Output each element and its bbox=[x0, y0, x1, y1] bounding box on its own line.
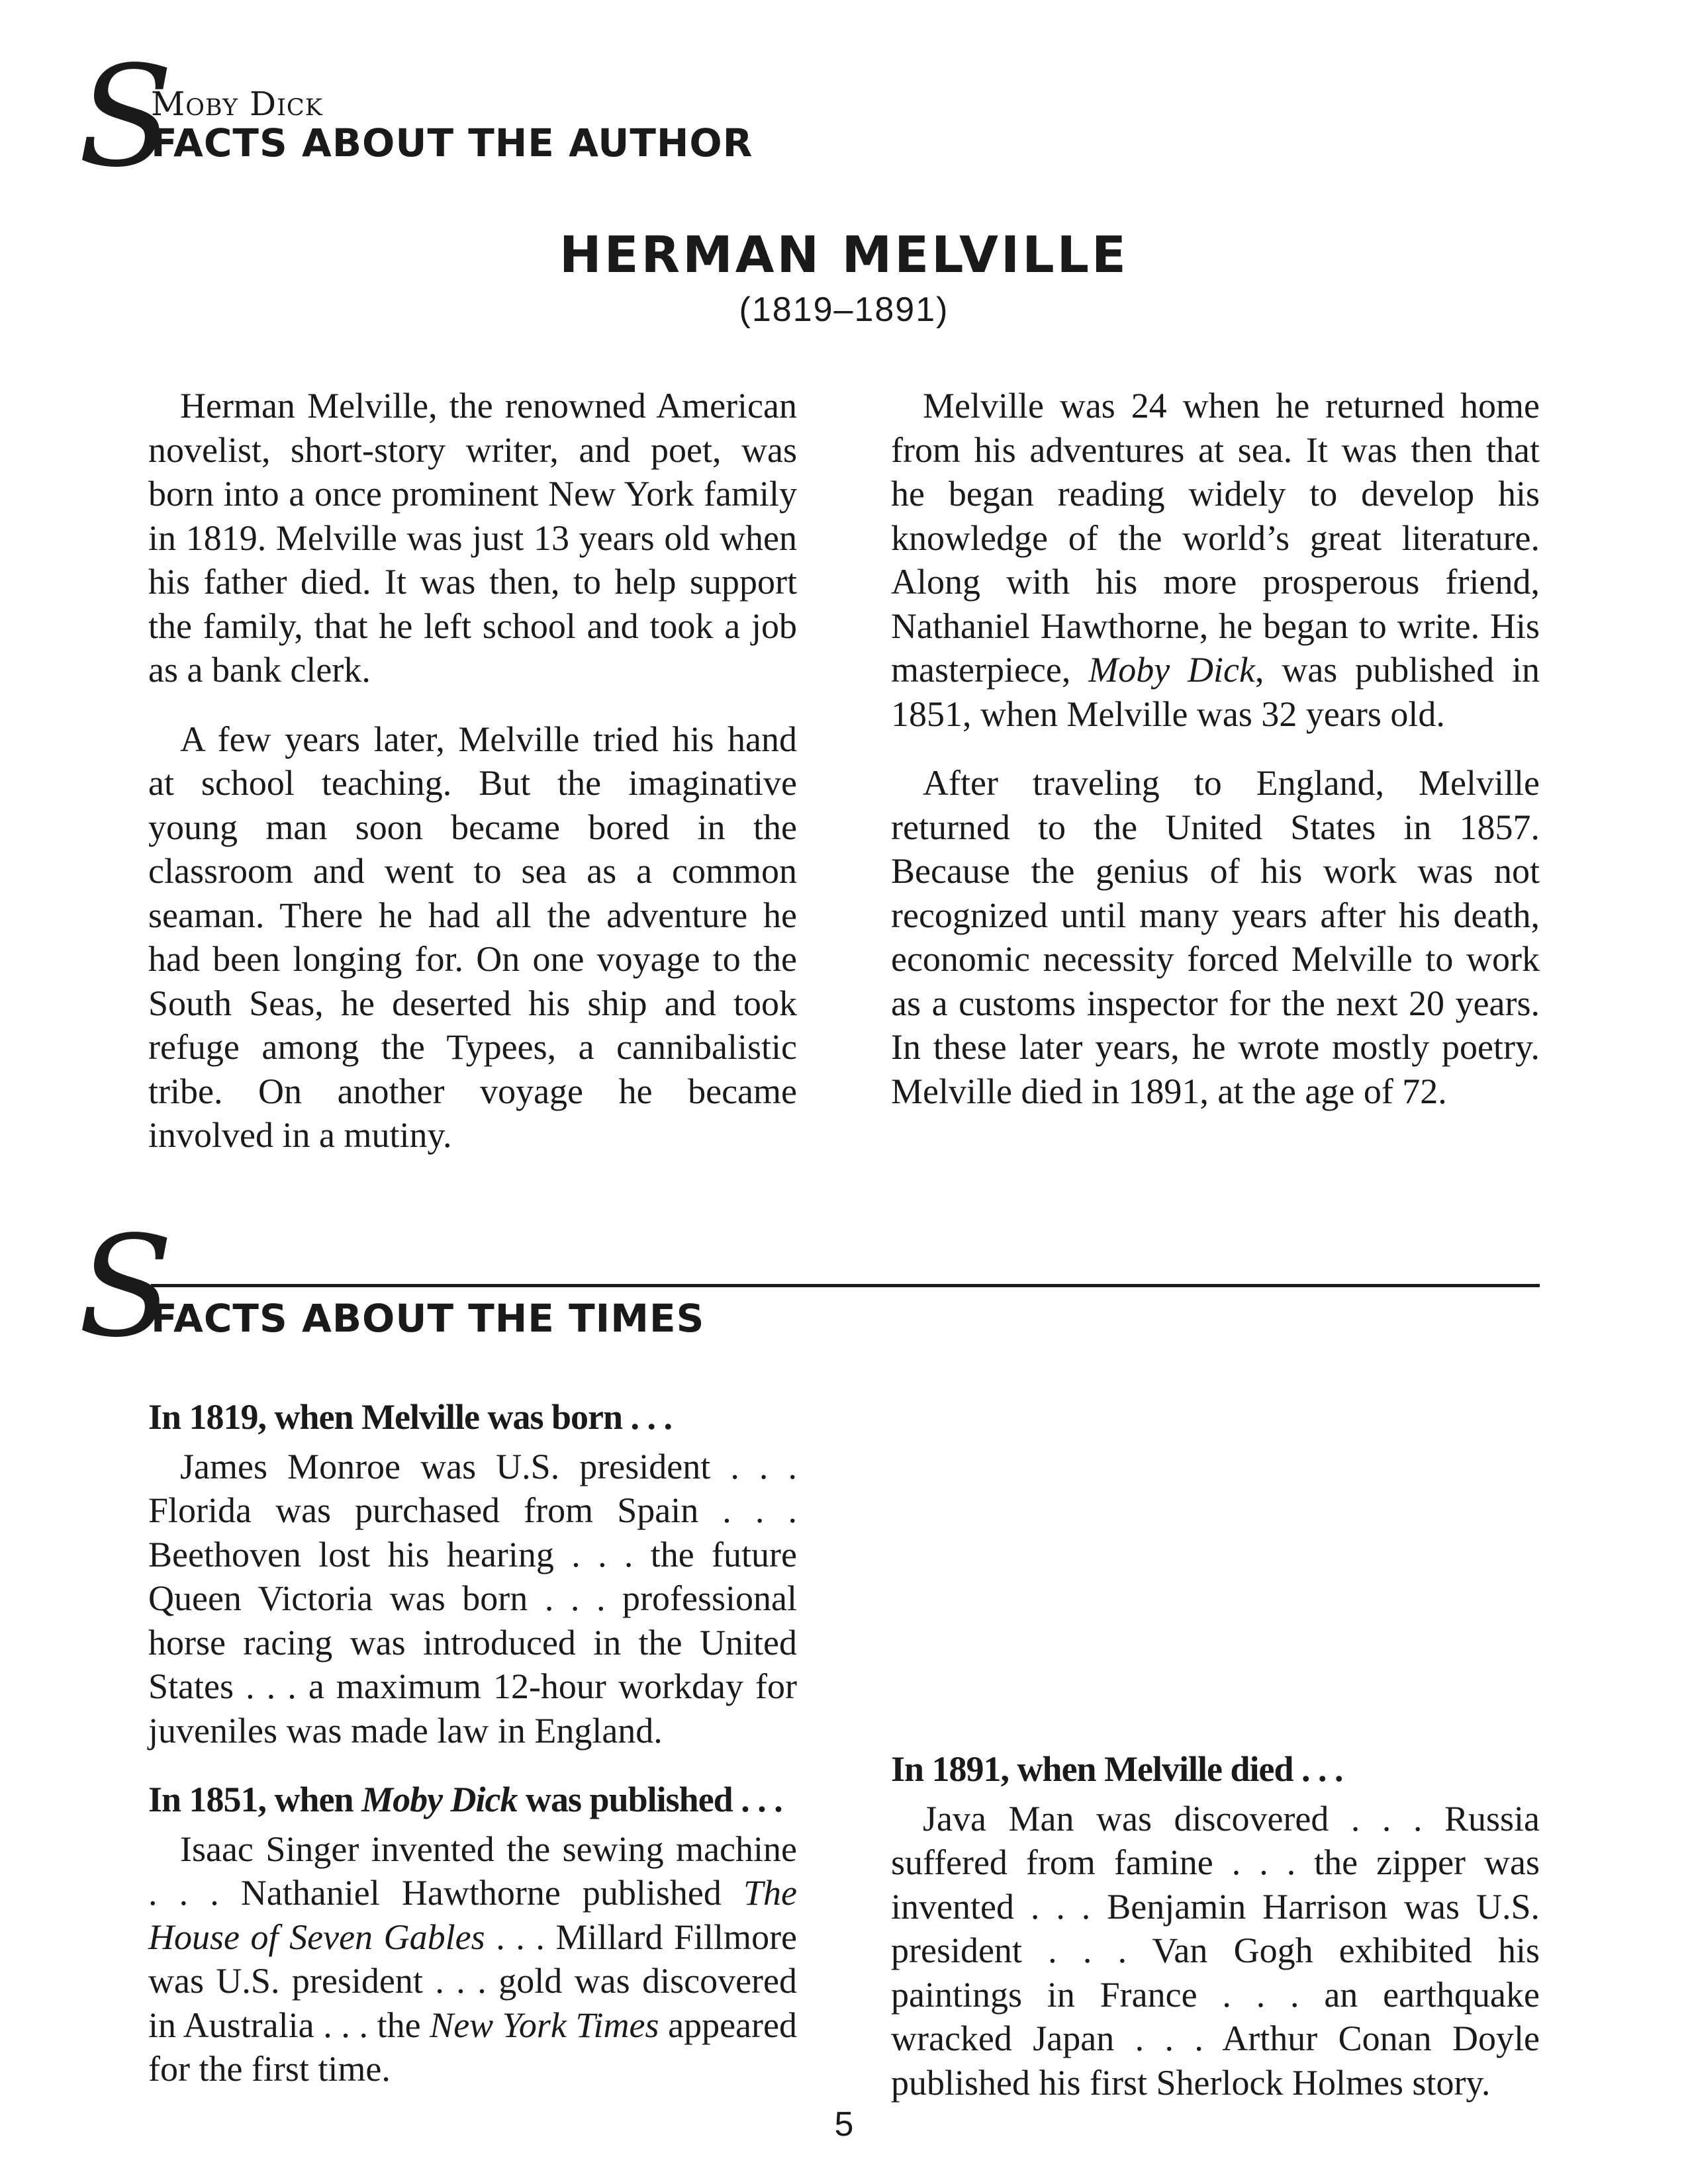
author-name: HERMAN MELVILLE bbox=[559, 225, 1129, 284]
times-column-left bbox=[148, 1395, 797, 2116]
logo-emblem-times: S bbox=[78, 1206, 173, 1368]
author-paragraph-text: was published in 1851, when Melville was 32 years old. bbox=[891, 650, 1540, 734]
died-heading: In 1891, when Melville died . . . bbox=[891, 1749, 1343, 1789]
author-paragraph: Herman Melville, the renowned American novelist, short-story writer, and poet, was born into a once prominent New York family in 1819. Melville was just 13 years old when his father died. It was then, to help support the family, that he left school and took a job as a bank clerk. bbox=[148, 386, 797, 690]
masterpiece-comma: , bbox=[1254, 650, 1264, 690]
died-text: Java Man was discovered . . . Russia suffered from famine . . . the zipper was invented . . . Benjamin Harrison was U.S. president . . . Van Gogh exhibited his paintings in France . . . an earthquake wracked Japan . . . Arthur Conan Doyle published his first Sherlock Holmes story. bbox=[891, 1798, 1540, 2103]
published-paper-title: New York Times bbox=[430, 2005, 659, 2045]
author-dates: (1819–1891) bbox=[739, 291, 949, 329]
page-number: 5 bbox=[834, 2105, 854, 2144]
published-heading-title: Moby Dick bbox=[361, 1780, 518, 1819]
published-heading: In 1851, when Moby Dick was published . . . bbox=[148, 1780, 782, 1819]
section-heading-author: FACTS ABOUT THE AUTHOR bbox=[151, 120, 753, 165]
masterpiece-lead: His masterpiece, bbox=[891, 606, 1540, 690]
published-book-title: The House of Seven Gables bbox=[148, 1873, 798, 1957]
logo-emblem: S bbox=[78, 36, 173, 198]
born-text: James Monroe was U.S. president . . . Florida was purchased from Spain . . . Beethoven lost his hearing . . . the future Queen Victoria was born . . . professional horse racing was introduced in the United States . . . a maximum 12-hour workday for juveniles was made law in England. bbox=[148, 1446, 797, 1751]
author-paragraph bbox=[891, 384, 1540, 736]
author-column-left bbox=[148, 384, 797, 1183]
author-paragraph: After traveling to England, Melville returned to the United States in 1857. Because the genius of his work was not recognized until many years after his death, economic necessity forced Melville to work as a customs inspector for the next 20 years. In these later years, he wrote mostly poetry. Melville died in 1891, at the age of 72. bbox=[891, 763, 1540, 1111]
author-paragraph: A few years later, Melville tried his hand at school teaching. But the imaginative young man soon became bored in the classroom and went to sea as a common seaman. There he had all the adventure he had been longing for. On one voyage to the South Seas, he deserted his ship and took refuge among the Typees, a cannibalistic tribe. On another voyage he became involved in a mutiny. bbox=[148, 719, 797, 1155]
masterpiece-title: Moby Dick bbox=[1088, 650, 1255, 690]
series-title: Moby Dick bbox=[151, 85, 323, 123]
section-divider bbox=[151, 1284, 1540, 1287]
author-paragraph-text: Melville was 24 when he returned home from his adventures at sea. It was then that he began reading widely to develop his knowledge of the world’s great literature. Along with his more prosperous friend, Nathaniel Hawthorne, he began to write. bbox=[891, 386, 1540, 646]
times-column-right bbox=[891, 1747, 1540, 2130]
author-column-right bbox=[891, 384, 1540, 1138]
section-heading-times: FACTS ABOUT THE TIMES bbox=[151, 1296, 705, 1341]
born-heading: In 1819, when Melville was born . . . bbox=[148, 1397, 673, 1437]
published-text: Isaac Singer invented the sewing machine . . . Nathaniel Hawthorne published The House of Seven Gables . . . Millard Fillmore was U.S. president . . . gold was discovered in Australia . . . the New York Times appeared for the first time. bbox=[148, 1829, 798, 2089]
